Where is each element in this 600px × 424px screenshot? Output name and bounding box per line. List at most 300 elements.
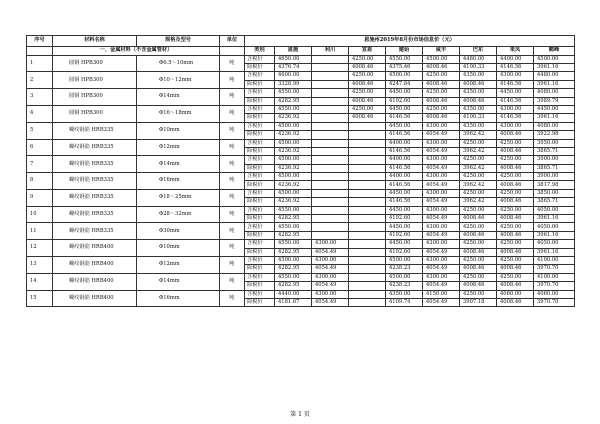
material-name: 螺纹钢筋 HRB400 (53, 240, 137, 257)
price-cell: 4192.60 (386, 231, 423, 239)
price-cell (349, 248, 386, 256)
price-cell: 3961.16 (534, 248, 575, 256)
price-cell (312, 97, 349, 105)
material-name: 螺纹钢筋 HRB400 (53, 290, 137, 307)
unit-cell: 吨 (220, 290, 245, 307)
header-city: 宣恩 (349, 47, 386, 56)
price-cell (349, 156, 386, 164)
price-cell: 4008.46 (497, 198, 534, 206)
price-type-label: 除税价 (245, 97, 275, 105)
price-cell: 4250.00 (349, 89, 386, 97)
price-cell (349, 273, 386, 281)
price-cell: 4008.46 (497, 298, 534, 306)
price-cell: 4236.92 (275, 114, 312, 122)
price-type-label: 含税价 (245, 206, 275, 214)
price-cell: 4300.00 (497, 122, 534, 130)
price-cell (349, 265, 386, 273)
price-cell: 4450.00 (386, 89, 423, 97)
price-cell: 4500.00 (275, 156, 312, 164)
price-cell: 4054.49 (423, 282, 460, 290)
price-cell (312, 206, 349, 214)
price-cell: 3989.79 (534, 97, 575, 105)
price-cell: 4250.00 (460, 256, 497, 264)
price-cell (349, 122, 386, 130)
price-cell: 4250.00 (497, 189, 534, 197)
price-cell (349, 198, 386, 206)
header-seq: 序号 (27, 36, 53, 47)
price-cell: 4450.00 (386, 122, 423, 130)
material-name: 螺纹钢筋 HRB400 (53, 273, 137, 290)
price-cell: 3900.00 (534, 173, 575, 181)
price-cell: 4250.00 (423, 89, 460, 97)
price-cell: 4300.00 (497, 105, 534, 113)
price-type-label: 除税价 (245, 131, 275, 139)
price-cell (349, 164, 386, 172)
price-cell: 4250.00 (497, 139, 534, 147)
price-cell: 4054.49 (312, 298, 349, 306)
price-cell: 4008.46 (423, 63, 460, 71)
material-name: 螺纹钢筋 HRB335 (53, 223, 137, 240)
price-cell: 4008.46 (349, 114, 386, 122)
price-cell: 4375.46 (386, 63, 423, 71)
price-cell: 4480.00 (534, 72, 575, 80)
seq-cell: 6 (27, 139, 53, 156)
seq-cell: 2 (27, 72, 53, 89)
spec-cell: Φ16～18mm (137, 105, 220, 122)
unit-cell: 吨 (220, 256, 245, 273)
material-name: 螺纹钢筋 HRB335 (53, 189, 137, 206)
price-cell: 3962.42 (460, 147, 497, 155)
price-cell: 4181.67 (275, 298, 312, 306)
price-cell: 3962.42 (460, 131, 497, 139)
price-cell: 4250.00 (349, 72, 386, 80)
price-cell: 4282.95 (275, 248, 312, 256)
price-cell: 4146.56 (386, 164, 423, 172)
price-cell: 4300.00 (423, 240, 460, 248)
price-cell: 3962.42 (460, 198, 497, 206)
price-cell: 4100.00 (534, 256, 575, 264)
price-cell: 4250.00 (497, 173, 534, 181)
price-cell: 4500.00 (275, 173, 312, 181)
price-cell (312, 231, 349, 239)
price-cell: 4150.00 (423, 290, 460, 298)
header-info-title: 恩施州2019年8月份市场信息价（元） (245, 36, 575, 47)
price-cell: 4300.00 (312, 273, 349, 281)
price-cell: 4100.33 (460, 114, 497, 122)
seq-cell: 14 (27, 273, 53, 290)
unit-cell: 吨 (220, 55, 245, 72)
price-cell: 4054.49 (423, 265, 460, 273)
price-cell: 4192.60 (386, 215, 423, 223)
price-cell (312, 105, 349, 113)
price-sheet (26, 35, 574, 307)
spec-cell: Φ12mm (137, 256, 220, 273)
price-cell: 4080.00 (534, 89, 575, 97)
price-cell: 4008.46 (497, 282, 534, 290)
material-name: 圆钢 HPB300 (53, 55, 137, 72)
price-cell: 4282.95 (275, 265, 312, 273)
price-cell: 4050.00 (534, 240, 575, 248)
seq-cell: 13 (27, 256, 53, 273)
price-cell (312, 131, 349, 139)
material-name: 螺纹钢筋 HRB400 (53, 256, 137, 273)
price-cell: 4400.00 (386, 173, 423, 181)
spec-cell: Φ14mm (137, 156, 220, 173)
unit-cell: 吨 (220, 189, 245, 206)
price-cell: 4250.00 (460, 273, 497, 281)
price-cell: 4550.00 (386, 55, 423, 63)
seq-cell: 4 (27, 105, 53, 122)
price-cell (312, 189, 349, 197)
price-type-label: 含税价 (245, 223, 275, 231)
price-cell: 4300.00 (312, 256, 349, 264)
price-cell: 4300.00 (423, 206, 460, 214)
table-row (27, 273, 575, 281)
seq-cell: 9 (27, 189, 53, 206)
price-cell: 3970.70 (534, 265, 575, 273)
price-cell: 4192.60 (386, 248, 423, 256)
price-cell (312, 164, 349, 172)
price-cell: 4500.00 (275, 256, 312, 264)
price-cell: 4250.00 (460, 206, 497, 214)
price-cell: 4008.46 (349, 80, 386, 88)
price-type-label: 含税价 (245, 72, 275, 80)
header-city: 建始 (386, 47, 423, 56)
price-cell: 4054.49 (312, 248, 349, 256)
table-row (27, 240, 575, 248)
table-row (27, 290, 575, 298)
price-cell: 4550.00 (275, 273, 312, 281)
header-kind: 类别 (245, 47, 275, 56)
price-cell (349, 256, 386, 264)
price-cell (349, 282, 386, 290)
price-cell: 4146.56 (497, 114, 534, 122)
price-cell: 4146.56 (386, 198, 423, 206)
price-cell (312, 156, 349, 164)
material-name: 圆钢 HPB300 (53, 105, 137, 122)
price-cell (312, 147, 349, 155)
table-row (27, 189, 575, 197)
price-cell: 4300.00 (312, 290, 349, 298)
unit-cell: 吨 (220, 223, 245, 240)
price-cell: 4400.00 (386, 156, 423, 164)
unit-cell: 吨 (220, 105, 245, 122)
price-type-label: 含税价 (245, 273, 275, 281)
price-cell: 4250.00 (497, 256, 534, 264)
price-cell: 4054.49 (423, 248, 460, 256)
price-type-label: 除税价 (245, 298, 275, 306)
price-cell: 3962.42 (460, 181, 497, 189)
price-cell: 4008.46 (497, 231, 534, 239)
price-cell: 4008.46 (497, 181, 534, 189)
price-cell: 4400.00 (386, 139, 423, 147)
price-cell: 4550.00 (275, 240, 312, 248)
price-cell: 4600.00 (275, 72, 312, 80)
price-cell (349, 298, 386, 306)
material-name: 螺纹钢筋 HRB335 (53, 173, 137, 190)
price-cell: 4376.74 (275, 63, 312, 71)
header-city: 咸丰 (423, 47, 460, 56)
price-cell (349, 131, 386, 139)
unit-cell: 吨 (220, 72, 245, 89)
unit-cell: 吨 (220, 173, 245, 190)
price-cell: 4500.00 (386, 273, 423, 281)
table-row (27, 72, 575, 80)
price-cell: 3328.99 (275, 80, 312, 88)
price-cell: 4350.00 (460, 105, 497, 113)
price-cell: 4350.00 (460, 72, 497, 80)
price-cell: 4146.56 (386, 181, 423, 189)
price-type-label: 含税价 (245, 240, 275, 248)
spec-cell: Φ10mm (137, 240, 220, 257)
price-cell: 4500.00 (275, 122, 312, 130)
price-cell: 4250.00 (349, 105, 386, 113)
price-cell: 4008.46 (460, 97, 497, 105)
price-cell: 4008.46 (423, 97, 460, 105)
price-cell: 4300.00 (423, 273, 460, 281)
price-cell: 4300.00 (423, 122, 460, 130)
price-cell: 4008.46 (423, 80, 460, 88)
material-name: 螺纹钢筋 HRB335 (53, 206, 137, 223)
price-cell: 4250.00 (460, 189, 497, 197)
price-cell: 4650.00 (275, 55, 312, 63)
price-cell: 4008.46 (460, 265, 497, 273)
price-cell: 4236.92 (275, 147, 312, 155)
unit-cell: 吨 (220, 122, 245, 139)
material-name: 螺纹钢筋 HRB335 (53, 139, 137, 156)
price-type-label: 含税价 (245, 55, 275, 63)
price-cell: 4282.95 (275, 282, 312, 290)
price-cell: 4350.00 (460, 89, 497, 97)
price-cell: 4008.46 (497, 248, 534, 256)
price-cell (312, 80, 349, 88)
seq-cell: 12 (27, 240, 53, 257)
price-cell: 4247.84 (386, 80, 423, 88)
price-cell (349, 290, 386, 298)
price-type-label: 除税价 (245, 80, 275, 88)
price-cell: 4300.00 (423, 256, 460, 264)
header-material: 材料名称 (53, 36, 137, 47)
price-cell: 4008.46 (460, 282, 497, 290)
spec-cell: Φ10～12mm (137, 72, 220, 89)
price-cell: 4250.00 (497, 273, 534, 281)
material-name: 螺纹钢筋 HRB335 (53, 156, 137, 173)
section-row (27, 47, 575, 56)
price-cell: 4250.00 (497, 240, 534, 248)
price-cell: 4236.92 (275, 164, 312, 172)
price-cell: 4250.00 (349, 55, 386, 63)
material-name: 圆钢 HPB300 (53, 72, 137, 89)
table-row (27, 89, 575, 97)
price-cell: 4054.49 (423, 181, 460, 189)
price-cell: 4250.00 (460, 156, 497, 164)
price-cell: 4008.46 (497, 265, 534, 273)
spec-cell: Φ28～32mm (137, 206, 220, 223)
price-cell: 4550.00 (275, 105, 312, 113)
price-cell: 3900.00 (534, 156, 575, 164)
price-cell: 4192.60 (386, 97, 423, 105)
price-cell: 4060.00 (534, 290, 575, 298)
price-cell: 4250.00 (497, 223, 534, 231)
price-cell: 4008.46 (460, 231, 497, 239)
price-cell (349, 139, 386, 147)
price-cell (349, 181, 386, 189)
unit-cell: 吨 (220, 206, 245, 223)
price-type-label: 含税价 (245, 290, 275, 298)
price-cell: 4550.00 (275, 223, 312, 231)
price-cell: 4238.23 (386, 282, 423, 290)
price-type-label: 除税价 (245, 282, 275, 290)
price-cell: 4008.46 (423, 114, 460, 122)
seq-cell: 1 (27, 55, 53, 72)
spec-cell: Φ16mm (137, 173, 220, 190)
price-cell: 4250.00 (460, 223, 497, 231)
price-cell: 4050.00 (534, 223, 575, 231)
price-cell (312, 215, 349, 223)
price-cell: 4250.00 (423, 105, 460, 113)
price-cell: 4060.00 (497, 290, 534, 298)
unit-cell: 吨 (220, 273, 245, 290)
price-type-label: 除税价 (245, 265, 275, 273)
price-cell: 4450.00 (386, 240, 423, 248)
price-cell (312, 72, 349, 80)
price-cell: 4008.46 (349, 63, 386, 71)
price-type-label: 含税价 (245, 156, 275, 164)
price-type-label: 含税价 (245, 139, 275, 147)
price-cell: 4008.46 (497, 147, 534, 155)
price-cell: 4500.00 (423, 55, 460, 63)
price-cell: 3970.70 (534, 298, 575, 306)
spec-cell: Φ18～25mm (137, 189, 220, 206)
price-type-label: 含税价 (245, 173, 275, 181)
price-cell: 4550.00 (275, 206, 312, 214)
price-cell: 4250.00 (497, 206, 534, 214)
seq-cell: 11 (27, 223, 53, 240)
section-title: 一、金属材料（不含金属管材） (53, 47, 220, 56)
header-city: 恩施 (275, 47, 312, 56)
price-cell: 4440.00 (275, 290, 312, 298)
price-cell (312, 173, 349, 181)
price-type-label: 含税价 (245, 189, 275, 197)
price-cell: 4300.00 (312, 240, 349, 248)
price-cell: 3865.71 (534, 164, 575, 172)
spec-cell: Φ30mm (137, 223, 220, 240)
price-cell: 4300.00 (423, 156, 460, 164)
price-type-label: 除税价 (245, 164, 275, 172)
price-cell: 4550.00 (275, 89, 312, 97)
price-cell: 4054.49 (423, 147, 460, 155)
price-cell: 4080.00 (534, 122, 575, 130)
price-cell: 3950.00 (534, 139, 575, 147)
price-cell: 4100.33 (460, 63, 497, 71)
price-cell: 4300.00 (423, 223, 460, 231)
price-type-label: 含税价 (245, 89, 275, 97)
header-unit: 单位 (220, 36, 245, 47)
price-cell: 3962.42 (460, 164, 497, 172)
price-type-label: 除税价 (245, 231, 275, 239)
price-cell (312, 55, 349, 63)
price-cell: 4300.00 (423, 173, 460, 181)
price-cell: 4480.00 (460, 55, 497, 63)
seq-cell: 8 (27, 173, 53, 190)
price-cell: 4146.56 (497, 63, 534, 71)
table-row (27, 173, 575, 181)
price-cell (312, 63, 349, 71)
price-cell: 4282.95 (275, 231, 312, 239)
price-cell (312, 139, 349, 147)
price-cell: 3961.16 (534, 80, 575, 88)
price-cell: 4054.49 (312, 265, 349, 273)
price-cell: 4054.49 (423, 164, 460, 172)
price-cell: 3817.98 (534, 181, 575, 189)
price-cell: 4054.49 (423, 198, 460, 206)
spec-cell: Φ16mm (137, 290, 220, 307)
seq-cell: 5 (27, 122, 53, 139)
page-footer: 第 1 页 (290, 411, 310, 418)
price-cell: 4146.56 (386, 131, 423, 139)
price-cell: 4054.49 (312, 282, 349, 290)
price-cell (312, 114, 349, 122)
price-cell: 4236.92 (275, 198, 312, 206)
price-cell: 3961.16 (534, 114, 575, 122)
price-type-label: 除税价 (245, 198, 275, 206)
price-cell: 4250.00 (460, 290, 497, 298)
price-cell: 4236.92 (275, 181, 312, 189)
price-cell: 4500.00 (534, 55, 575, 63)
unit-cell: 吨 (220, 139, 245, 156)
price-type-label: 除税价 (245, 147, 275, 155)
unit-cell: 吨 (220, 156, 245, 173)
price-cell: 3970.70 (534, 282, 575, 290)
price-cell: 3961.16 (534, 215, 575, 223)
price-cell: 4300.00 (497, 72, 534, 80)
price-cell: 4008.46 (497, 215, 534, 223)
seq-cell: 15 (27, 290, 53, 307)
price-cell: 4054.49 (423, 131, 460, 139)
table-row (27, 223, 575, 231)
price-type-label: 除税价 (245, 181, 275, 189)
price-cell: 4300.00 (423, 189, 460, 197)
price-cell (349, 240, 386, 248)
price-cell (312, 223, 349, 231)
price-cell: 4450.00 (534, 105, 575, 113)
unit-cell: 吨 (220, 240, 245, 257)
price-cell: 3865.71 (534, 198, 575, 206)
table-row (27, 122, 575, 130)
price-cell (349, 206, 386, 214)
price-cell: 4282.95 (275, 215, 312, 223)
price-cell: 4008.46 (460, 80, 497, 88)
price-cell: 4054.49 (423, 231, 460, 239)
price-cell: 4008.46 (497, 164, 534, 172)
price-cell (349, 223, 386, 231)
price-type-label: 除税价 (245, 215, 275, 223)
table-row (27, 139, 575, 147)
price-cell: 4146.56 (386, 114, 423, 122)
price-cell: 3850.00 (534, 189, 575, 197)
price-cell: 4500.00 (275, 189, 312, 197)
price-cell: 4500.00 (386, 72, 423, 80)
price-cell: 4054.49 (423, 298, 460, 306)
seq-cell: 3 (27, 89, 53, 106)
price-cell: 3961.16 (534, 63, 575, 71)
spec-cell: Φ6.5～10mm (137, 55, 220, 72)
price-type-label: 除税价 (245, 248, 275, 256)
unit-cell: 吨 (220, 89, 245, 106)
price-cell: 4250.00 (423, 72, 460, 80)
price-type-label: 含税价 (245, 105, 275, 113)
price-cell: 4054.49 (423, 215, 460, 223)
